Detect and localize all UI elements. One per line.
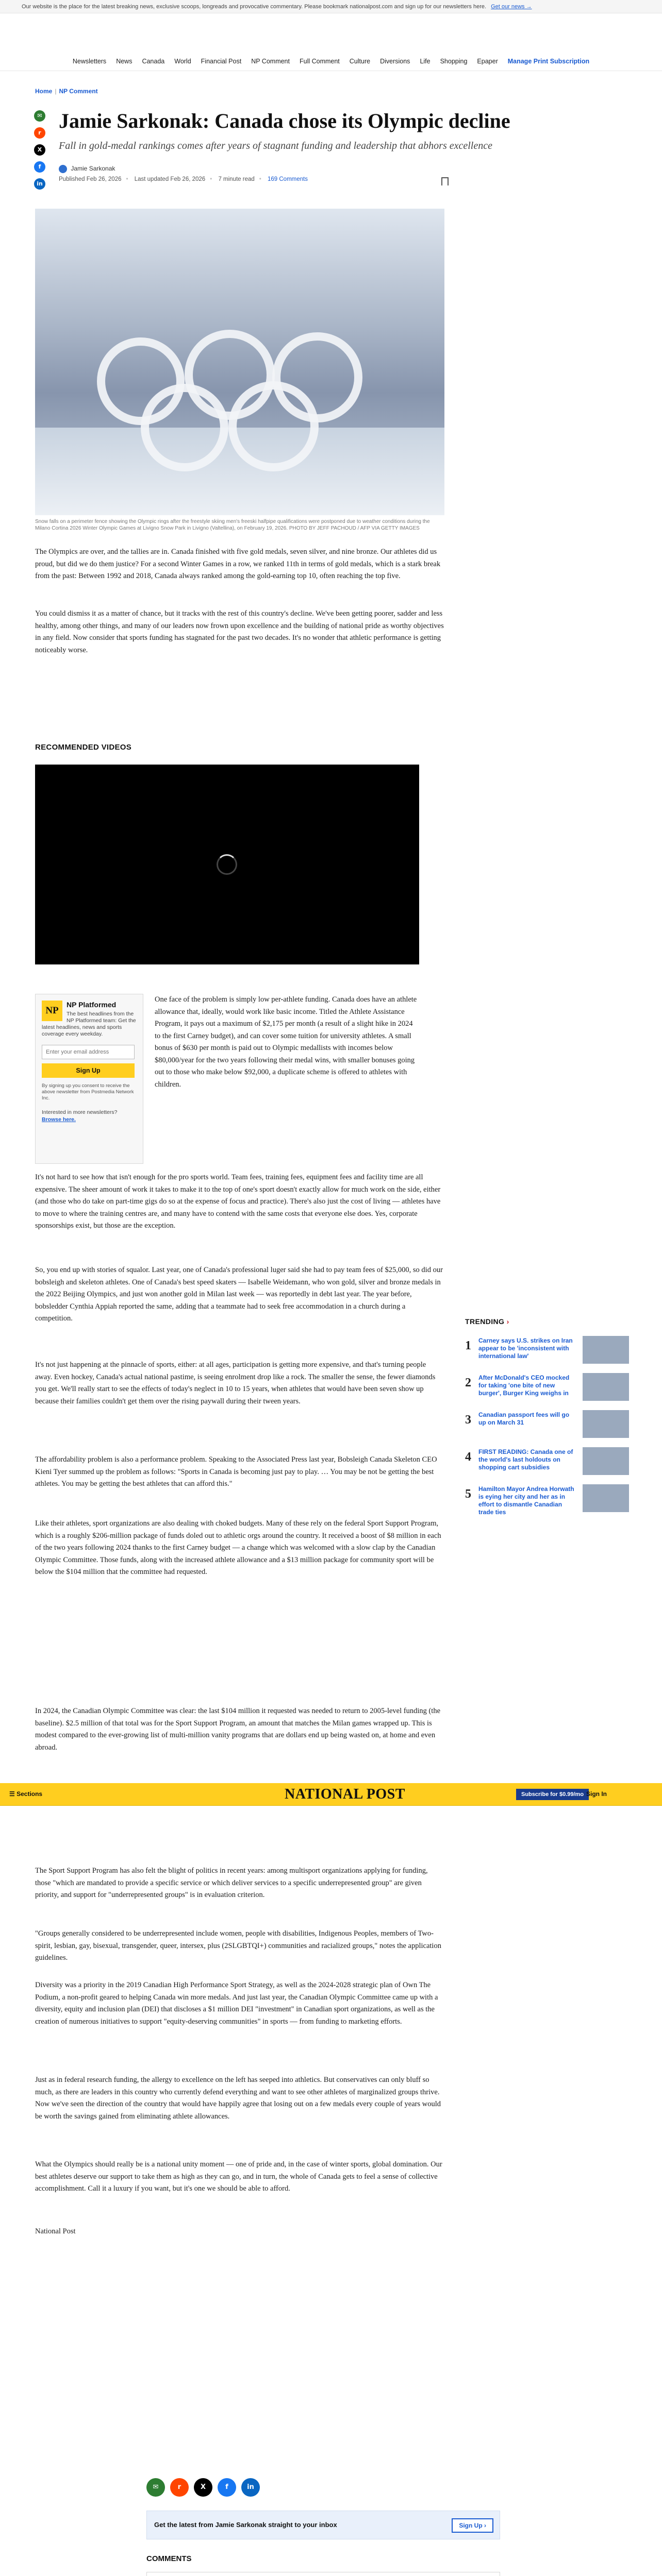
cta-text: Get the latest from Jamie Sarkonak straight to your inbox	[154, 2521, 337, 2529]
article-paragraph: What the Olympics should really be is a national unity moment — one of pride and, in the case of winter sports, global domination. Our best athletes deserve our support to take them as high as they can go, and in turn, the whole of Canada gets to feel a sense of collective accomplishment. Call it a luxury if you want, but it's one we should be able to afford.	[35, 2160, 442, 2193]
article-paragraph: Like their athletes, sport organizations are also dealing with choked budgets. Many of these rely on the federal Sport Support Program, which is a roughly $206-million package of funds doled out to athletic orgs around the country. It received a boost of $8 million in each of the two years following 2024 thanks to the first Carney budget — a change which was welcomed with a slow clap by the Canadian Olympic Committee. Those funds, along with the increased athlete allowance and a $13 million package for community sport will be below the $104 million that the committee had requested.	[35, 1519, 441, 1576]
newsletter-signup-box	[35, 994, 143, 1164]
comments-link[interactable]: 169 Comments	[268, 176, 308, 182]
trending-item[interactable]	[465, 1410, 629, 1442]
olympic-ring-5	[228, 381, 319, 471]
nav-item[interactable]: Epaper	[477, 57, 498, 65]
loading-spinner-icon	[217, 854, 237, 875]
trending-thumbnail[interactable]	[583, 1484, 629, 1512]
comments-heading: COMMENTS	[146, 2554, 192, 2563]
nav-item[interactable]: Shopping	[440, 57, 468, 65]
trending-item[interactable]	[465, 1484, 629, 1516]
facebook-share-icon[interactable]: f	[218, 2478, 236, 2497]
breadcrumb-home[interactable]: Home	[35, 88, 53, 95]
trending-thumbnail[interactable]	[583, 1410, 629, 1438]
trending-headline[interactable]: After McDonald's CEO mocked for taking 'one bite of new burger', Burger King weighs in	[478, 1374, 570, 1397]
sections-menu-button[interactable]: ☰ Sections	[9, 1790, 43, 1798]
newsletter-consent-text: By signing up you consent to receive the above newsletter from Postmedia Network Inc.	[42, 1083, 134, 1101]
nav-manage-print[interactable]: Manage Print Subscription	[507, 57, 590, 65]
sticky-signin-link[interactable]: Sign In	[586, 1790, 607, 1798]
article-paragraph: Just as in federal research funding, the allergy to excellence on the left has seeped into athletics. But conservatives can only bluff so much, as there are leaders in this country who currently defend everything and want to see other athletes of marginalized groups thrive. Now we've seen the direction of the country that would have happily agree that losing out on a few medals every couple of years would be worth the savings gained from eliminating athlete allowances.	[35, 2076, 441, 2121]
nav-item[interactable]: Canada	[142, 57, 165, 65]
trending-headline[interactable]: Hamilton Mayor Andrea Horwath is eying her city and her as in effort to dismantle Canadian trade ties	[478, 1485, 574, 1516]
linkedin-share-icon[interactable]: in	[241, 2478, 260, 2497]
cta-signup-button[interactable]: Sign Up ›	[452, 2518, 493, 2533]
nav-item[interactable]: World	[174, 57, 191, 65]
trending-arrow-icon: ›	[506, 1317, 509, 1326]
trending-item[interactable]	[465, 1336, 629, 1368]
newsletter-signup-button[interactable]: Sign Up	[42, 1063, 135, 1078]
trending-number: 4	[465, 1450, 471, 1464]
nav-item[interactable]: Newsletters	[72, 57, 107, 65]
email-share-icon[interactable]: ✉	[146, 2478, 165, 2497]
share-buttons	[146, 2478, 260, 2497]
linkedin-rail-icon[interactable]: in	[34, 178, 45, 190]
email-rail-icon[interactable]: ✉	[34, 110, 45, 122]
olympic-ring-4	[141, 384, 228, 471]
nav-item[interactable]: Culture	[349, 57, 371, 65]
social-share-rail	[34, 110, 45, 195]
trending-number: 2	[465, 1376, 471, 1389]
read-time: 7 minute read	[218, 176, 255, 182]
trending-number: 5	[465, 1487, 471, 1501]
nav-item[interactable]: Diversions	[380, 57, 410, 65]
article-paragraph: "Groups generally considered to be underrepresented include women, people with disabilities, Indigenous Peoples, members of Two-spirit, lesbian, gay, bisexual, transgender, queer, intersex, plus (2SLGBTQI+) communities and racialized groups," notes the application guidelines.	[35, 1929, 441, 1962]
bookmark-icon[interactable]	[441, 177, 449, 185]
article-paragraph: Diversity was a priority in the 2019 Canadian High Performance Sport Strategy, as well as the 2024-2028 strategic plan of Own The Podium, a non-profit geared to helping Canada win more medals. And just last year, the Canadian Olympic Committee came up with a diversity, equity and inclusion plan (DEI) that discloses a $1 million DEI "investment" in Canadian sport organizations, as well as the creation of numerous initiatives to support "equity-deserving communities" in sports — from funding to marketing efforts.	[35, 1981, 438, 2026]
main-nav	[0, 52, 662, 71]
np-logo: NP	[42, 1001, 62, 1021]
article-paragraph: You could dismiss it as a matter of chance, but it tracks with the rest of this country's decline. We've been getting poorer, sadder and less healthy, among other things, and many of our leaders now frown upon excellence and the building of national pride as worthy objectives in any field. Now consider that sports funding has stagnated for the past two decades. It's no wonder that athletic performance is getting noticeably worse.	[35, 609, 444, 654]
comments-login-box	[146, 2572, 500, 2576]
trending-headline[interactable]: FIRST READING: Canada one of the world's last holdouts on shopping cart subsidies	[478, 1448, 573, 1471]
hero-image	[35, 209, 444, 515]
article-dek: Fall in gold-medal rankings comes after years of stagnant funding and leadership that abhors excellence	[59, 140, 492, 151]
article-paragraph: It's not hard to see how that isn't enough for the pro sports world. Team fees, training fees, equipment fees and facility time are all expensive. The sheer amount of work it takes to make it to the top of one's sport doesn't exactly allow for much work on the side, either (and those who do take on part-time gigs do so at the expense of focus and practice). There's also just the cost of living — athletes have to move to where the training centres are, and many have to contend with the same costs that everyone else does. Yes, corporate sponsorships exist, but those are the exception.	[35, 1173, 441, 1230]
trending-heading	[465, 1317, 509, 1326]
x-share-icon[interactable]: X	[194, 2478, 212, 2497]
trending-thumbnail[interactable]	[583, 1336, 629, 1364]
sticky-header	[0, 1783, 662, 1806]
author-avatar	[59, 165, 67, 173]
national-post-logo[interactable]: NATIONAL POST	[285, 1786, 405, 1802]
nav-item[interactable]: Life	[420, 57, 431, 65]
author-name[interactable]: Jamie Sarkonak	[71, 165, 115, 173]
trending-number: 1	[465, 1339, 471, 1352]
nav-item[interactable]: News	[116, 57, 133, 65]
article-paragraph: So, you end up with stories of squalor. Last year, one of Canada's professional luger said she had to pay team fees of $25,000, so did our bobsleigh and skeleton athletes. One of Canada's best speed skaters — Isabelle Weidemann, who won gold, silver and bronze medals in the 2022 Beijing Olympics, and just won another gold in Milan last week — was reportedly in debt last year. The year before, bobsledder Cynthia Appiah reported the same, adding that a teammate had to seek free accommodation in a church during a competition.	[35, 1266, 443, 1323]
trending-number: 3	[465, 1413, 471, 1427]
top-banner	[0, 0, 662, 13]
trending-headline[interactable]: Carney says U.S. strikes on Iran appear to be 'inconsistent with international law'	[478, 1337, 573, 1360]
trending-thumbnail[interactable]	[583, 1373, 629, 1401]
article-paragraph: It's not just happening at the pinnacle of sports, either: at all ages, participation is getting more expensive, and that's turning people away. Even hockey, Canada's actual national pastime, is seeing enrolment drop like a rock. The smaller the sense, the fewer diamonds you get. We'll really start to see the effects of today's neglect in 10 to 15 years, when athletes that would have been seven show up because their families couldn't get them over the rising paywall during their tween years.	[35, 1361, 436, 1405]
recommended-videos-heading: RECOMMENDED VIDEOS	[35, 743, 132, 752]
browse-newsletters-link[interactable]: Browse here.	[42, 1116, 76, 1123]
trending-headline[interactable]: Canadian passport fees will go up on March 31	[478, 1411, 570, 1426]
article-paragraph: The Olympics are over, and the tallies are in. Canada finished with five gold medals, seven silver, and nine bronze. Our athletes did us proud, but did we do them justice? For a second Winter Games in a row, we ranked 11th in terms of gold medals, which is a stark break from the past: Between 1992 and 2018, Canada always ranked among the gold-earning top 10, often reaching the top five.	[35, 548, 441, 580]
trending-item[interactable]	[465, 1373, 629, 1405]
newsletter-more-text: Interested in more newsletters?	[42, 1109, 118, 1115]
trending-item[interactable]	[465, 1447, 629, 1479]
nav-item[interactable]: Financial Post	[201, 57, 242, 65]
breadcrumb	[35, 88, 98, 95]
x-rail-icon[interactable]: X	[34, 144, 45, 156]
reddit-rail-icon[interactable]: r	[34, 127, 45, 139]
newsletter-description: The best headlines from the NP Platformed team: Get the latest headlines, news and sports coverage every weekday.	[42, 1011, 136, 1037]
newsletter-more	[42, 1109, 137, 1123]
facebook-rail-icon[interactable]: f	[34, 161, 45, 173]
nav-item[interactable]: NP Comment	[251, 57, 290, 65]
subscribe-button[interactable]: Subscribe for $0.99/mo	[516, 1789, 589, 1800]
article-paragraph: In 2024, the Canadian Olympic Committee was clear: the last $104 million it requested was needed to return to 2005-level funding (the baseline). $2.5 million of that total was for the Sport Support Program, an amount that matches the Milan games wrapped up. This is modest compared to the ever-growing list of multi-million vanity programs that are dollars end up being wasted on, at home and even abroad.	[35, 1707, 441, 1752]
breadcrumb-separator: |	[55, 88, 57, 95]
page-title: Jamie Sarkonak: Canada chose its Olympic decline	[59, 109, 510, 132]
reddit-share-icon[interactable]: r	[170, 2478, 189, 2497]
breadcrumb-section[interactable]: NP Comment	[59, 88, 98, 95]
trending-title: TRENDING	[465, 1317, 505, 1326]
newsletter-heading: NP Platformed	[67, 1001, 117, 1009]
published-date: Published Feb 26, 2026	[59, 176, 122, 182]
video-player[interactable]	[35, 765, 419, 964]
article-paragraph: The Sport Support Program has also felt the blight of politics in recent years: among multisport organizations applying for funding, those "which are mandated to provide a specific service or which deliver services to a specific underrepresented group" are given priority, and support for "underrepresented groups" is in evaluation criterion.	[35, 1867, 428, 1899]
updated-date: Last updated Feb 26, 2026	[134, 176, 206, 182]
top-banner-text: Our website is the place for the latest breaking news, exclusive scoops, longreads and provocative commentary. Please bookmark nationalpost.com and sign up for our newsletters here.	[22, 4, 487, 10]
article-paragraph: One face of the problem is simply low per-athlete funding. Canada does have an athlete allowance that, ideally, would work like basic income. Titled the Athlete Assistance Program, it pays out a maximum of $2,175 per month (a result of a slight hike in 2024 to the first Carney budget), and can cover some tuition for university athletes. A small bonus of $630 per month is paid out to Olympic medallists with incomes below $80,000/year for the two years following their medal wins, with smaller bonuses going out to those who make below $92,000, a duplicate scheme is offered to athletes with children.	[155, 995, 417, 1089]
article-meta: Published Feb 26, 2026 • Last updated Feb 26, 2026 • 7 minute read • 169 Comments	[59, 176, 308, 182]
article-signoff: National Post	[35, 2227, 76, 2235]
top-banner-link[interactable]: Get our news →	[491, 4, 532, 10]
nav-item[interactable]: Full Comment	[299, 57, 340, 65]
trending-thumbnail[interactable]	[583, 1447, 629, 1475]
newsletter-email-input[interactable]	[42, 1045, 135, 1059]
author-newsletter-cta	[146, 2511, 500, 2539]
hero-caption: Snow falls on a perimeter fence showing the Olympic rings after the freestyle skiing men's freeski halfpipe qualifications were postponed due to weather conditions during the Milano Cortina 2026 Winter Olympic Games at Livigno Snow Park in Livigno (Valtellina), on February 19, 2026. PHOTO BY JEFF PACHOUD / AFP VIA GETTY IMAGES	[35, 519, 430, 531]
article-paragraph: The affordability problem is also a performance problem. Speaking to the Associated Press last year, Bobsleigh Canada Skeleton CEO Kieni Tyer summed up the problem as follows: "Sports in Canada is becoming just pay to play. … You may be not be getting the best athletes. You may be getting the best athletes that can afford this."	[35, 1455, 437, 1488]
byline	[59, 165, 115, 173]
